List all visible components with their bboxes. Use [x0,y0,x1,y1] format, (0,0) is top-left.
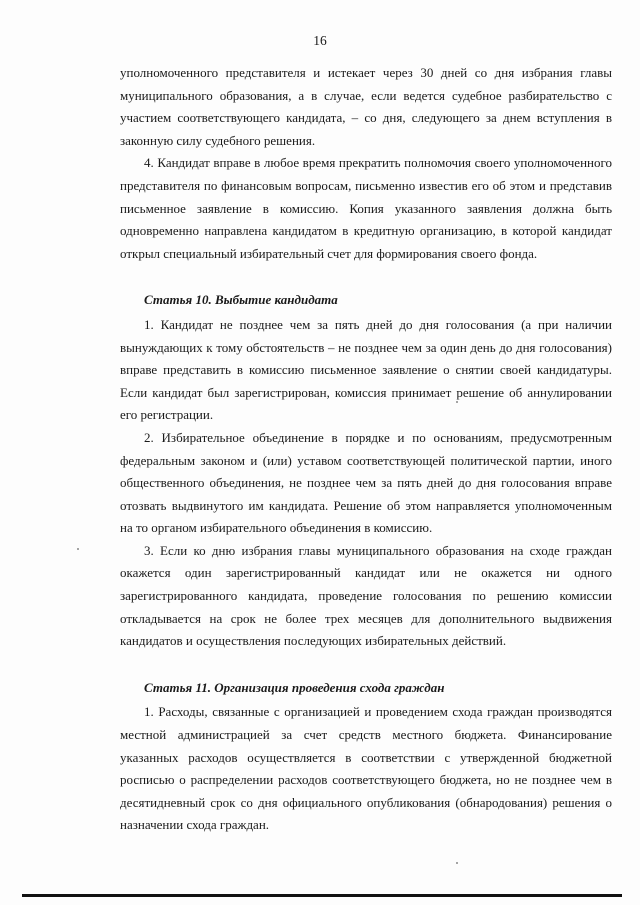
article-10-item-1: 1. Кандидат не позднее чем за пять дней до дня голосования (а при наличии вынуждающих к тому обстоятельств – не позднее чем за один день до дня голосования) вправе представить в комиссию письменное заявление о снятии своей кандидатуры. Если кандидат был зарегистрирован, комиссия принимает решение об аннулировании его регистрации. [120,316,612,423]
article-11-item-1: 1. Расходы, связанные с организацией и проведением схода граждан производятся местной администрацией за счет средств местного бюджета. Финансирование указанных расходов осуществляется в соответствии с утвержденной бюджетной росписью о распределении расходов соответствующего бюджета, но не позднее чем в десятидневный срок со дня официального опубликования (обнародования) решения о назначении схода граждан. [120,704,612,833]
spacer [120,653,612,677]
scan-speck [77,548,79,550]
scan-speck [456,401,458,403]
page-number: 16 [313,33,327,48]
scan-speck [456,862,458,864]
spacer [120,265,612,289]
document-body [120,62,612,837]
article-10-item-2: 2. Избирательное объединение в порядке и по основаниям, предусмотренным федеральным законом и (или) уставом соответствующей политической партии, иного общественного объединения, не позднее чем за пять дней до дня голосования вправе отозвать выдвинутого им кандидата. Решение об этом направляется уполномоченным на то органом избирательного объединения в комиссию. [120,429,612,536]
paragraph-continuation: уполномоченного представителя и истекает через 30 дней со дня избрания главы муниципального образования, а в случае, если ведется судебное разбирательство с участием соответствующего кандидата, – со дня, следующего за днем вступления в законную силу судебного решения. [120,65,612,148]
paragraph-item-4: 4. Кандидат вправе в любое время прекратить полномочия своего уполномоченного представителя по финансовым вопросам, письменно известив его об этом и представив письменное заявление в комиссию. Копия указанного заявления должна быть одновременно направлена кандидатом в кредитную организацию, в которой кандидат открыл специальный избирательный счет для формирования своего фонда. [120,155,612,261]
article-10-item-3: 3. Если ко дню избрания главы муниципального образования на сходе граждан окажется один зарегистрированный кандидат или не окажется ни одного зарегистрированного кандидата, проведение голосования по решению комиссии откладывается на срок не более трех месяцев для дополнительного выдвижения кандидатов и осуществления последующих избирательных действий. [120,542,612,649]
article-11-heading: Статья 11. Организация проведения схода граждан [144,679,445,695]
bottom-border-line [22,894,622,897]
article-10-heading: Статья 10. Выбытие кандидата [144,292,338,308]
